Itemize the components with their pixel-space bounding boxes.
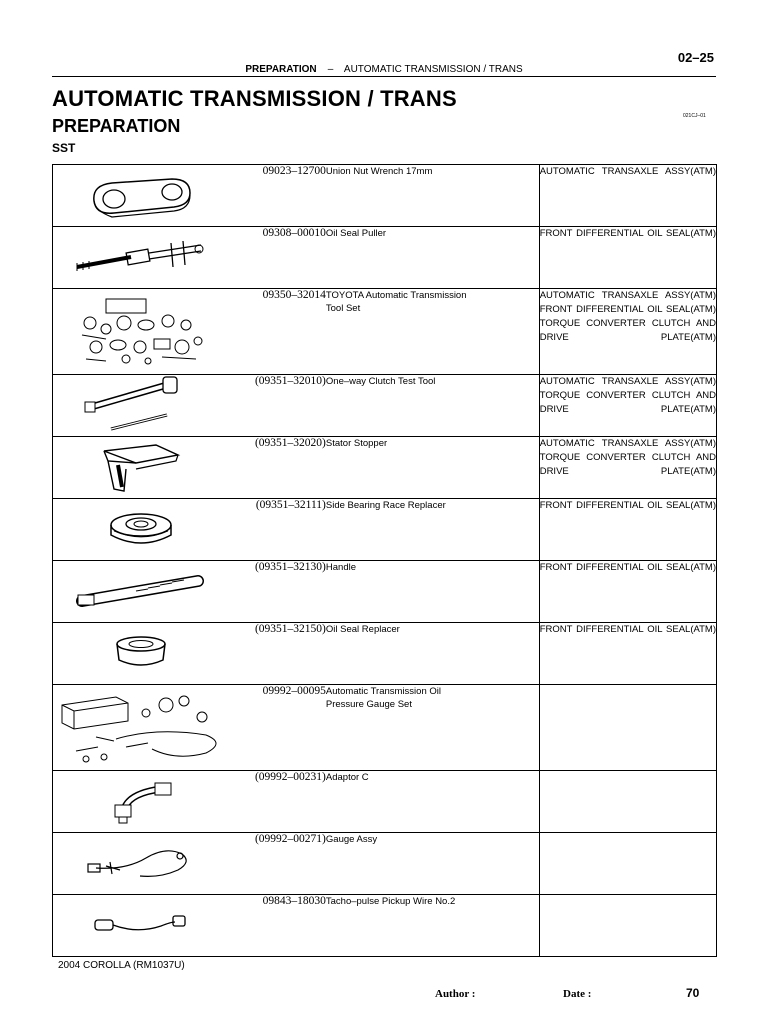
- tool-name: Tool Set: [325, 303, 361, 314]
- table-row: [53, 685, 717, 771]
- application-item: TORQUE CONVERTER CLUTCH AND DRIVE PLATE(ATM): [539, 390, 716, 415]
- gauge-set-icon: [53, 685, 229, 769]
- application-item: AUTOMATIC TRANSAXLE ASSY(ATM): [539, 376, 716, 387]
- part-number: 09992–00095: [229, 685, 326, 771]
- application-item: AUTOMATIC TRANSAXLE ASSY(ATM): [539, 290, 716, 301]
- stator-stopper-icon: [53, 437, 229, 497]
- tool-name-cell: [326, 499, 539, 561]
- page-title: AUTOMATIC TRANSMISSION / TRANS: [52, 86, 457, 111]
- tool-image-cell: [53, 289, 229, 375]
- tool-image-cell: [53, 437, 229, 499]
- tool-name-cell: [326, 437, 539, 499]
- tool-image-cell: [53, 227, 229, 289]
- sst-label: SST: [52, 141, 76, 155]
- part-number: 09023–12700: [229, 165, 326, 227]
- tool-name: Gauge Assy: [325, 834, 378, 845]
- application-item: FRONT DIFFERENTIAL OIL SEAL(ATM): [539, 500, 716, 511]
- tool-image-cell: [53, 561, 229, 623]
- handle-icon: [53, 561, 229, 621]
- sst-table: [52, 164, 717, 957]
- application-cell: [539, 833, 716, 895]
- running-section: PREPARATION: [245, 64, 317, 75]
- application-item: TORQUE CONVERTER CLUTCH AND DRIVE PLATE(ATM): [539, 452, 716, 477]
- part-number: (09992–00271): [229, 833, 326, 895]
- tool-image-cell: [53, 375, 229, 437]
- tool-name-cell: [326, 165, 539, 227]
- page-code: 02–25: [677, 50, 714, 65]
- gauge-assy-icon: [53, 833, 229, 893]
- application-cell: [539, 227, 716, 289]
- tool-name: Automatic Transmission Oil: [325, 686, 441, 697]
- table-row: [53, 289, 717, 375]
- tool-image-cell: [53, 771, 229, 833]
- header-rule: [52, 76, 716, 77]
- table-row: [53, 227, 717, 289]
- tool-name: Oil Seal Puller: [325, 228, 387, 239]
- application-cell: [539, 165, 716, 227]
- tool-name-cell: [326, 623, 539, 685]
- page-subtitle: PREPARATION: [52, 116, 181, 136]
- tool-name: TOYOTA Automatic Transmission: [325, 290, 467, 301]
- doc-code: 021CJ–01: [683, 113, 706, 119]
- table-row: [53, 771, 717, 833]
- pickup-wire-icon: [53, 895, 229, 955]
- tool-name-cell: [326, 685, 539, 771]
- part-number: (09992–00231): [229, 771, 326, 833]
- part-number: (09351–32020): [229, 437, 326, 499]
- tool-image-cell: [53, 685, 229, 771]
- table-row: [53, 833, 717, 895]
- table-row: [53, 499, 717, 561]
- footer-date-label: Date :: [563, 988, 592, 1000]
- tool-image-cell: [53, 499, 229, 561]
- application-cell: [539, 375, 716, 437]
- tool-image-cell: [53, 833, 229, 895]
- running-topic: AUTOMATIC TRANSMISSION / TRANS: [343, 64, 523, 75]
- tool-name: Union Nut Wrench 17mm: [325, 166, 433, 177]
- footer-page-number: 70: [686, 986, 700, 1000]
- application-cell: [539, 685, 716, 771]
- application-item: FRONT DIFFERENTIAL OIL SEAL(ATM): [539, 624, 716, 635]
- part-number: (09351–32130): [229, 561, 326, 623]
- union-nut-wrench-icon: [53, 165, 229, 225]
- application-cell: [539, 895, 716, 957]
- clutch-test-tool-icon: [53, 375, 229, 435]
- part-number: 09308–00010: [229, 227, 326, 289]
- tool-image-cell: [53, 895, 229, 957]
- oil-seal-replacer-icon: [53, 623, 229, 683]
- application-item: FRONT DIFFERENTIAL OIL SEAL(ATM): [539, 228, 716, 239]
- table-row: [53, 561, 717, 623]
- tool-name: Oil Seal Replacer: [325, 624, 400, 635]
- tool-name: Pressure Gauge Set: [325, 699, 412, 710]
- tool-set-icon: [53, 289, 229, 373]
- application-item: FRONT DIFFERENTIAL OIL SEAL(ATM): [539, 304, 716, 315]
- adaptor-icon: [53, 771, 229, 831]
- application-cell: [539, 437, 716, 499]
- oil-seal-puller-icon: [53, 227, 229, 287]
- tool-name-cell: [326, 561, 539, 623]
- running-dash: –: [327, 64, 334, 75]
- table-row: [53, 165, 717, 227]
- tool-name: Side Bearing Race Replacer: [325, 500, 446, 511]
- application-item: AUTOMATIC TRANSAXLE ASSY(ATM): [539, 438, 716, 449]
- tool-image-cell: [53, 623, 229, 685]
- tool-name-cell: [326, 833, 539, 895]
- footer-model: 2004 COROLLA (RM1037U): [58, 960, 185, 971]
- part-number: 09843–18030: [229, 895, 326, 957]
- tool-name-cell: [326, 227, 539, 289]
- application-cell: [539, 623, 716, 685]
- tool-name: Tacho–pulse Pickup Wire No.2: [325, 896, 456, 907]
- application-cell: [539, 561, 716, 623]
- table-row: [53, 623, 717, 685]
- tool-name-cell: [326, 895, 539, 957]
- tool-name-cell: [326, 771, 539, 833]
- running-header: [0, 64, 768, 75]
- tool-name: Adaptor C: [325, 772, 369, 783]
- application-item: TORQUE CONVERTER CLUTCH AND DRIVE PLATE(ATM): [539, 318, 716, 343]
- table-row: [53, 895, 717, 957]
- race-replacer-icon: [53, 499, 229, 559]
- application-item: AUTOMATIC TRANSAXLE ASSY(ATM): [539, 166, 716, 177]
- tool-name-cell: [326, 289, 539, 375]
- application-cell: [539, 771, 716, 833]
- part-number: (09351–32150): [229, 623, 326, 685]
- table-row: [53, 375, 717, 437]
- part-number: 09350–32014: [229, 289, 326, 375]
- tool-name: Handle: [325, 562, 356, 573]
- tool-name: Stator Stopper: [325, 438, 388, 449]
- footer-author-label: Author :: [435, 988, 476, 1000]
- part-number: (09351–32010): [229, 375, 326, 437]
- application-cell: [539, 499, 716, 561]
- application-cell: [539, 289, 716, 375]
- table-row: [53, 437, 717, 499]
- tool-name-cell: [326, 375, 539, 437]
- part-number: (09351–32111): [229, 499, 326, 561]
- application-item: FRONT DIFFERENTIAL OIL SEAL(ATM): [539, 562, 716, 573]
- tool-image-cell: [53, 165, 229, 227]
- tool-name: One–way Clutch Test Tool: [325, 376, 436, 387]
